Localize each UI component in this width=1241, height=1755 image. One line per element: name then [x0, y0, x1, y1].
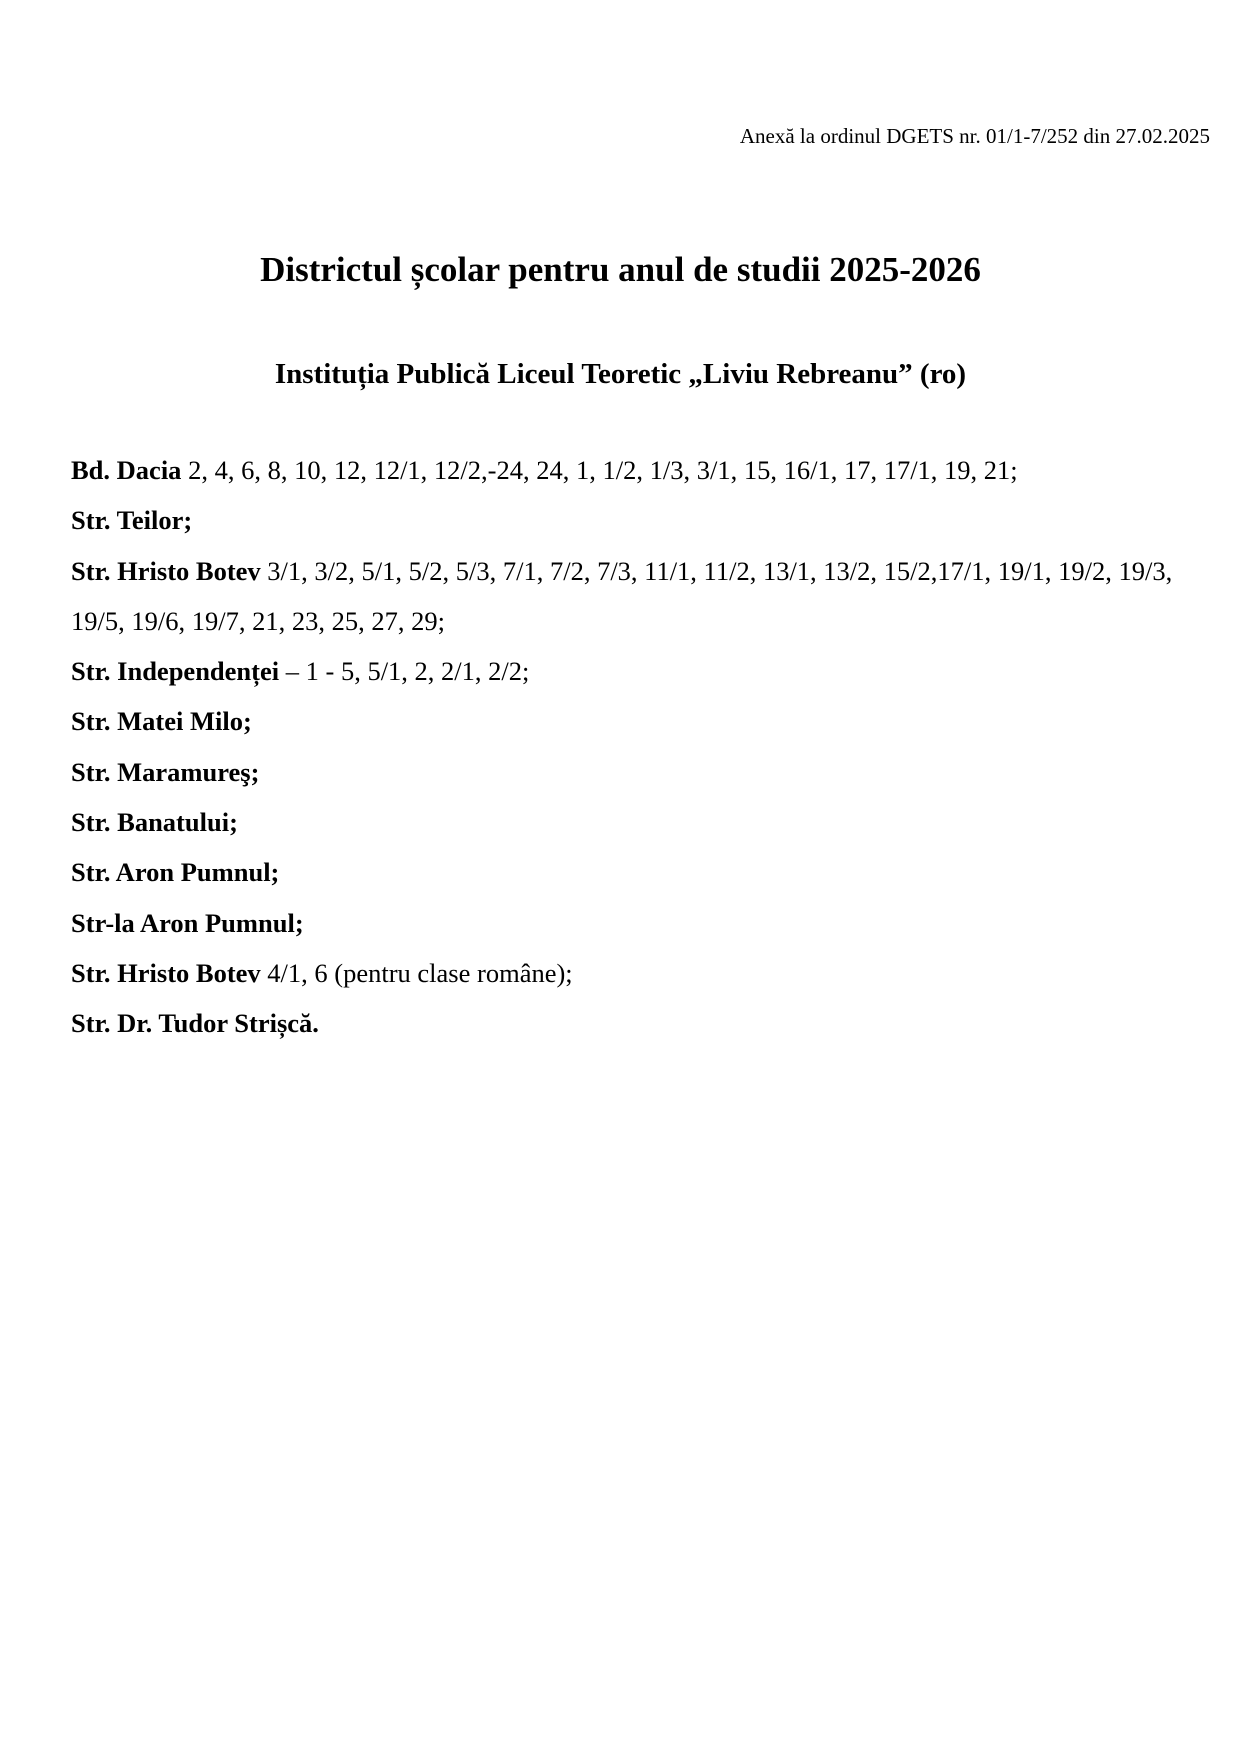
street-entry — [71, 696, 1181, 746]
street-entry — [71, 546, 1181, 647]
street-name: Str. Hristo Botev — [71, 957, 261, 988]
street-list — [71, 445, 1181, 1049]
document-title: Districtul școlar pentru anul de studii 2025-2026 — [260, 250, 981, 289]
street-name: Str. Dr. Tudor Strișcă. — [71, 1008, 319, 1039]
street-numbers: 4/1, 6 (pentru clase române); — [260, 957, 573, 988]
street-numbers: 2, 4, 6, 8, 10, 12, 12/1, 12/2,-24, 24, 1, 1/2, 1/3, 3/1, 15, 16/1, 17, 17/1, 19, 21; — [181, 455, 1018, 485]
street-name: Str. Independenței — [71, 656, 280, 687]
street-entry — [71, 898, 1181, 948]
street-entry — [71, 948, 1181, 998]
street-name: Str. Matei Milo; — [71, 706, 252, 737]
street-name: Str. Banatului; — [71, 807, 238, 838]
street-entry — [71, 797, 1181, 847]
institution-name: Instituția Publică Liceul Teoretic „Liviu Rebreanu” (ro) — [274, 358, 967, 390]
street-name: Str-la Aron Pumnul; — [71, 907, 304, 938]
street-name: Str. Hristo Botev — [71, 555, 261, 586]
street-name: Bd. Dacia — [71, 455, 182, 485]
street-name: Str. Teilor; — [71, 505, 193, 536]
street-entry — [71, 998, 1181, 1048]
street-numbers: 3/1, 3/2, 5/1, 5/2, 5/3, 7/1, 7/2, 7/3, 11/1, 11/2, 13/1, 13/2, 15/2,17/1, 19/1, 19/2, 19/3, 19/5, 19/6, 19/7, 21, 23, 25, 27, 29; — [71, 555, 1173, 636]
street-entry — [71, 445, 1181, 495]
street-entry — [71, 646, 1181, 696]
annex-reference: Anexă la ordinul DGETS nr. 01/1-7/252 din 27.02.2025 — [739, 124, 1210, 148]
street-entry — [71, 495, 1181, 545]
street-name: Str. Maramureş; — [71, 756, 260, 787]
street-entry — [71, 847, 1181, 897]
street-numbers: – 1 - 5, 5/1, 2, 2/1, 2/2; — [279, 656, 530, 687]
street-name: Str. Aron Pumnul; — [71, 857, 280, 888]
street-entry — [71, 747, 1181, 797]
